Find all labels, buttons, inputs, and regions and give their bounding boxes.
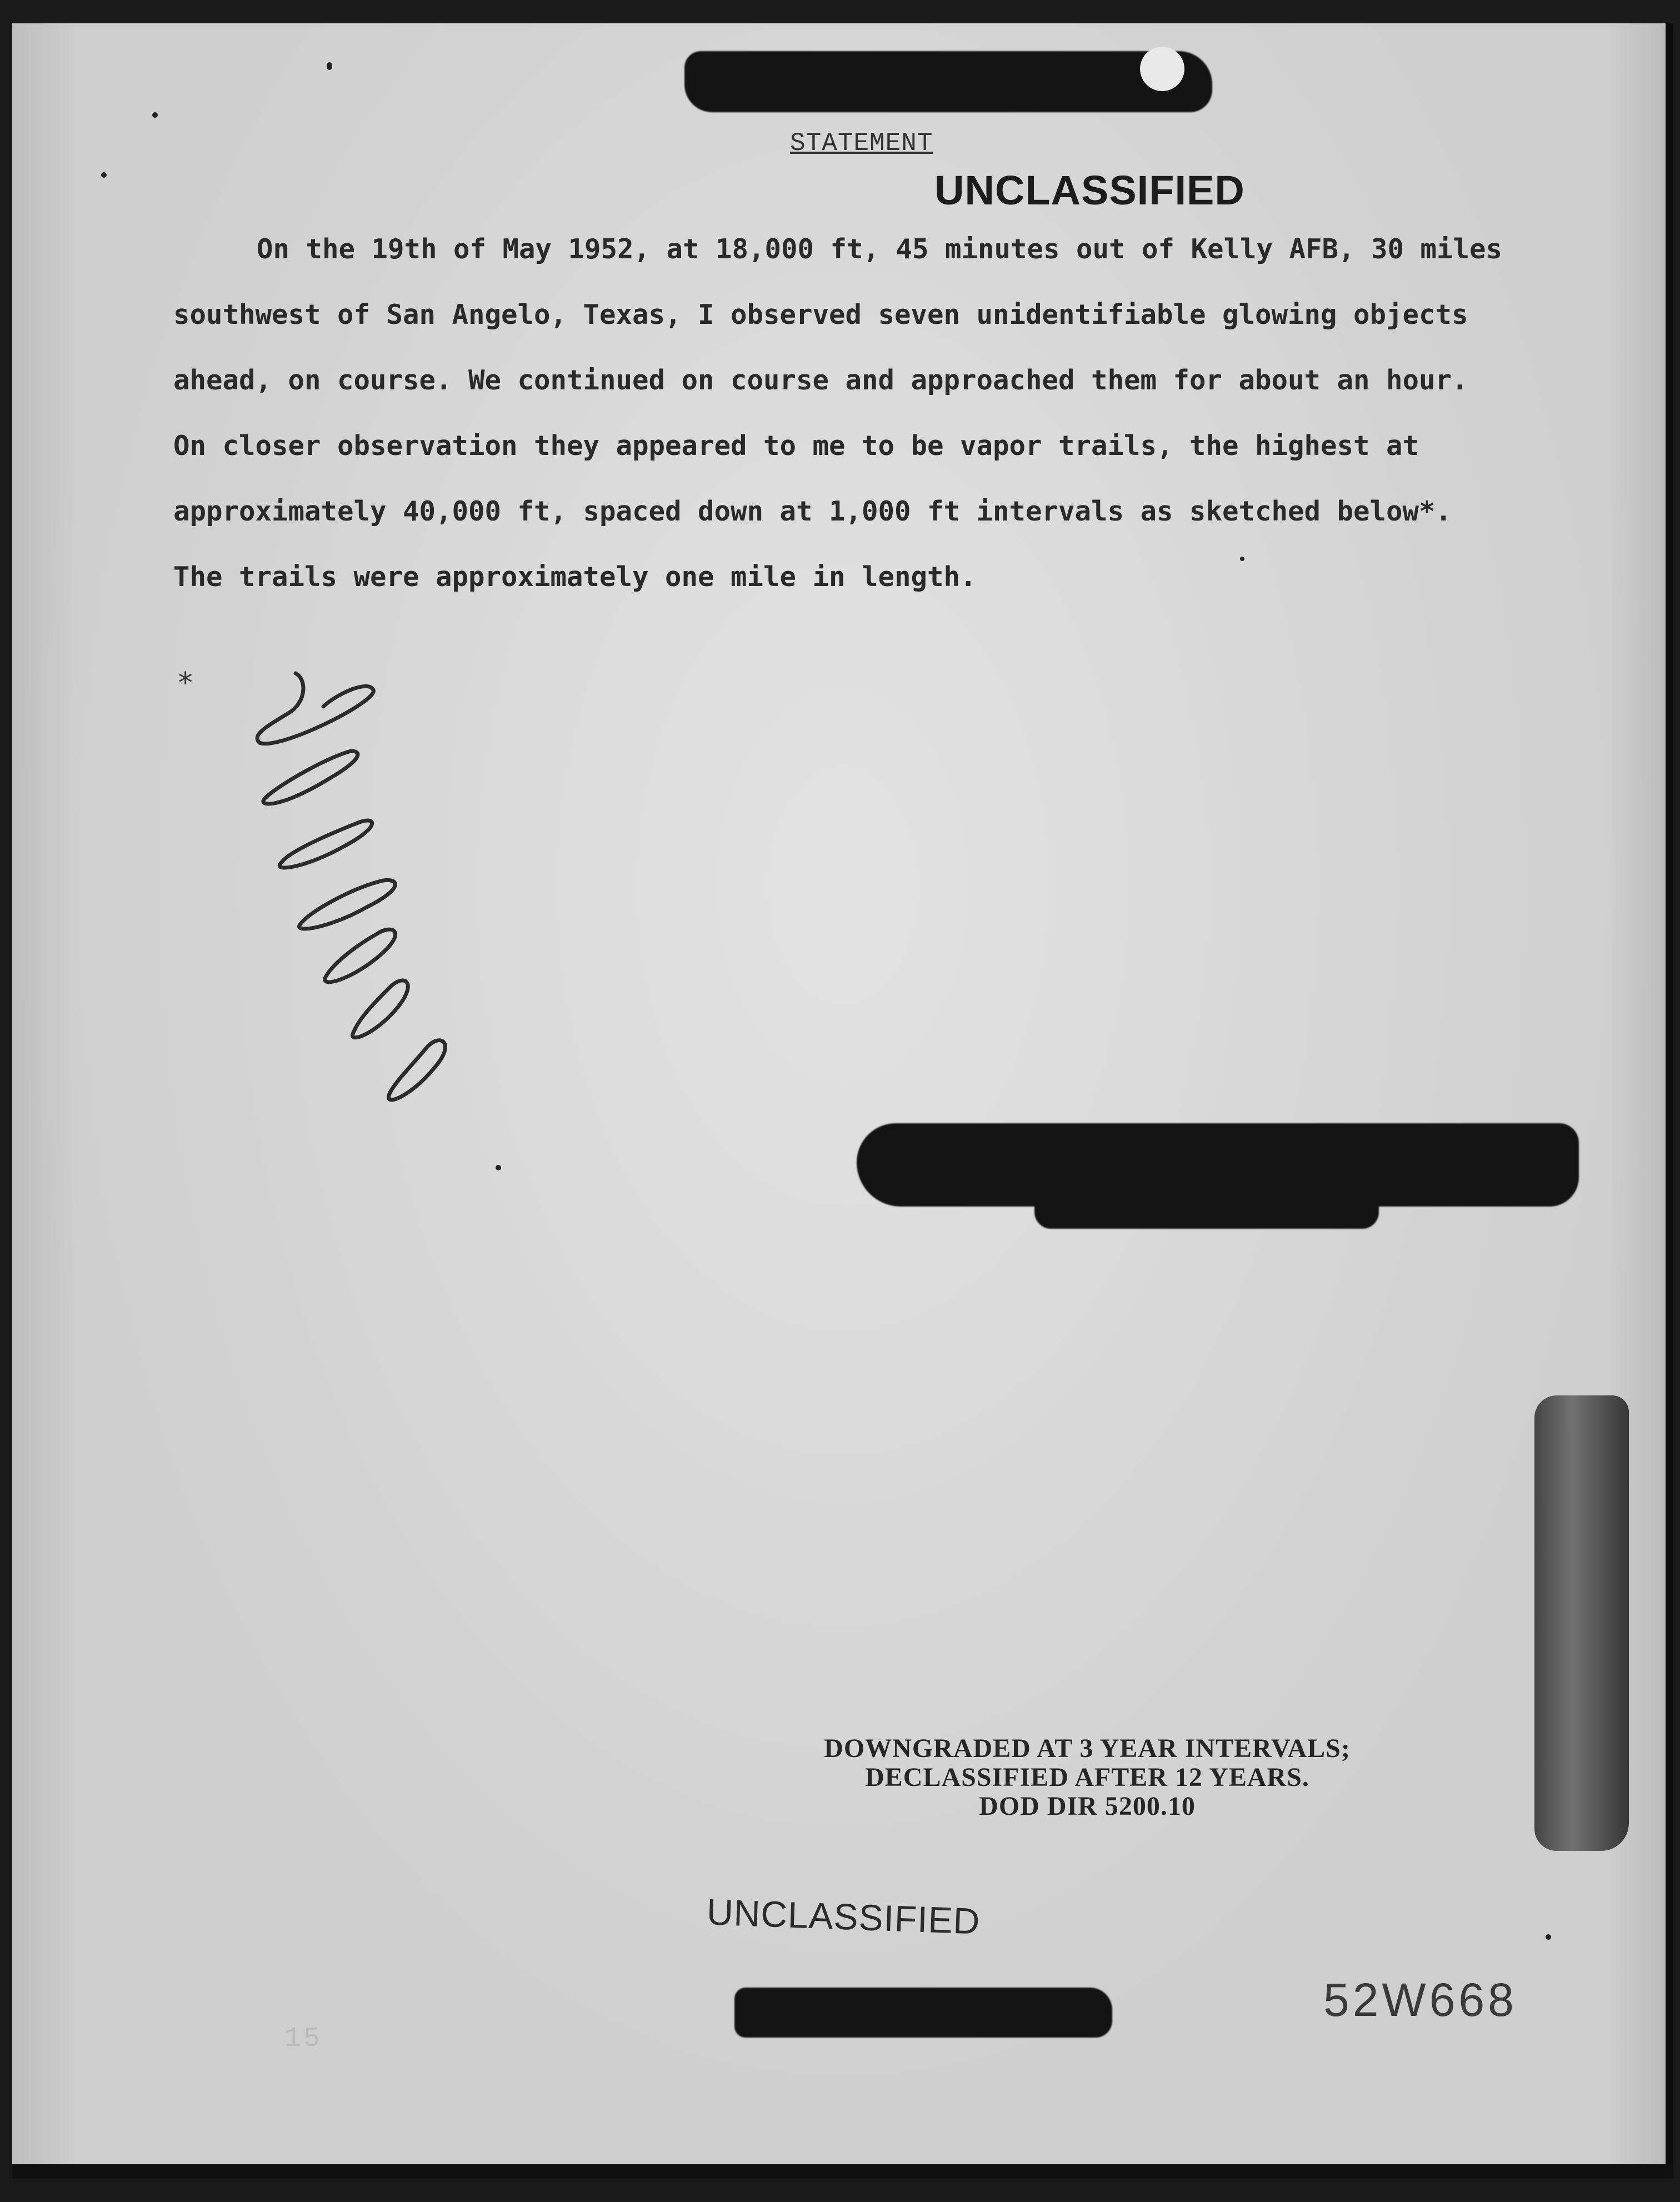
- scan-speck: [101, 172, 107, 178]
- statement-heading: STATEMENT: [790, 129, 933, 158]
- vapor-trail: [299, 880, 396, 929]
- downgrade-stamp: [762, 1734, 1412, 1821]
- body-line: On the 19th of May 1952, at 18,000 ft, 45 minutes out of Kelly AFB, 30 miles: [257, 233, 1503, 265]
- downgrade-line: DECLASSIFIED AFTER 12 YEARS.: [865, 1763, 1309, 1792]
- body-line: approximately 40,000 ft, spaced down at 1,000 ft intervals as sketched below*.: [173, 496, 1452, 527]
- punch-hole: [1140, 47, 1184, 91]
- vapor-trail: [279, 820, 372, 868]
- vapor-trail: [257, 673, 373, 744]
- document-page: [12, 23, 1673, 2179]
- scan-speck: [1240, 557, 1244, 561]
- body-line: On closer observation they appeared to me to be vapor trails, the highest at: [173, 430, 1419, 462]
- vapor-trail-sketch: [246, 668, 534, 1123]
- sketch-asterisk: *: [177, 667, 194, 700]
- faint-number: 15: [284, 2023, 323, 2055]
- scan-edge-right: [1666, 23, 1673, 2179]
- classification-stamp-bottom: UNCLASSIFIED: [706, 1891, 981, 1942]
- body-line: The trails were approximately one mile in length.: [173, 561, 977, 593]
- body-line: ahead, on course. We continued on course and approached them for about an hour.: [173, 364, 1468, 396]
- redaction-top: [684, 51, 1212, 112]
- redaction-bottom: [734, 1988, 1112, 2038]
- scan-speck: [152, 112, 158, 118]
- scan-speck: [1546, 1934, 1551, 1940]
- scan-speck: [496, 1165, 501, 1170]
- scan-edge-bottom: [12, 2164, 1673, 2179]
- scan-speck: [327, 62, 332, 70]
- vapor-trail: [325, 929, 396, 982]
- classification-heading: UNCLASSIFIED: [934, 167, 1245, 213]
- redaction-signature-lower: [1034, 1190, 1379, 1229]
- tape-strip: [1534, 1395, 1629, 1851]
- vapor-trail: [263, 751, 358, 804]
- downgrade-line: DOD DIR 5200.10: [979, 1791, 1196, 1821]
- vapor-trail: [352, 980, 408, 1038]
- vapor-trail: [388, 1040, 445, 1100]
- downgrade-line: DOWNGRADED AT 3 YEAR INTERVALS;: [824, 1734, 1351, 1763]
- body-line: southwest of San Angelo, Texas, I observed seven unidentifiable glowing objects: [173, 299, 1468, 331]
- document-number: 52W668: [1323, 1974, 1517, 2026]
